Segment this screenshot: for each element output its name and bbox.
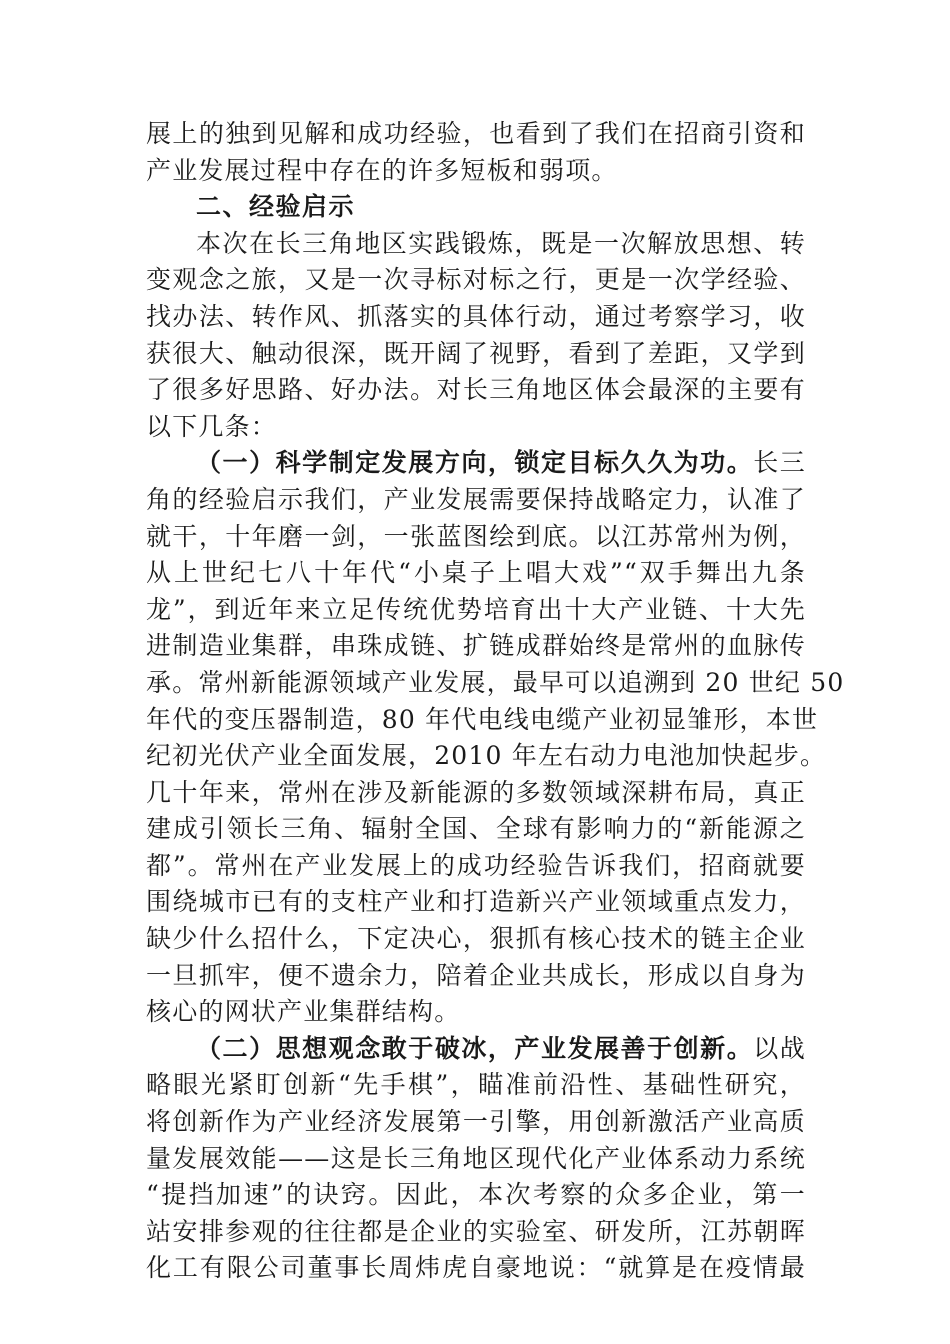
summary-line-3: 找办法、转作风、抓落实的具体行动，通过考察学习，收 — [146, 301, 806, 331]
summary-line-2: 变观念之旅，又是一次寻标对标之行，更是一次学经验、 — [146, 265, 806, 295]
point-one-line-12: 都”。常州在产业发展上的成功经验告诉我们，招商就要 — [146, 850, 806, 880]
section-heading: 二、经验启示 — [196, 192, 356, 222]
point-one-title: （一）科学制定发展方向，锁定目标久久为功。 — [196, 448, 754, 478]
intro-tail-line-2: 产业发展过程中存在的许多短板和弱项。 — [146, 155, 618, 185]
point-one-line-16: 核心的网状产业集群结构。 — [146, 997, 461, 1027]
point-one-line-1 — [146, 445, 806, 482]
summary-line-6: 以下几条： — [146, 411, 278, 441]
point-two-line-5: “提挡加速”的诀窍。因此，本次考察的众多企业，第一 — [146, 1180, 806, 1210]
point-two-line-4: 量发展效能——这是长三角地区现代化产业体系动力系统 — [146, 1143, 806, 1173]
point-one-line-6: 进制造业集群，串珠成链、扩链成群始终是常州的血脉传 — [146, 631, 806, 661]
point-two-line-3: 将创新作为产业经济发展第一引擎，用创新激活产业高质 — [146, 1107, 806, 1137]
point-one-line-14: 缺少什么招什么，下定决心，狠抓有核心技术的链主企业 — [146, 924, 806, 954]
point-one-line-5: 龙”，到近年来立足传统优势培育出十大产业链、十大先 — [146, 594, 806, 624]
point-one-line-4: 从上世纪七八十年代“小桌子上唱大戏”“双手舞出九条 — [146, 558, 806, 588]
summary-line-4: 获很大、触动很深，既开阔了视野，看到了差距，又学到 — [146, 338, 806, 368]
point-one-line-2: 角的经验启示我们，产业发展需要保持战略定力，认准了 — [146, 484, 806, 514]
point-two-line-2: 略眼光紧盯创新“先手棋”，瞄准前沿性、基础性研究， — [146, 1070, 806, 1100]
point-one-line-3: 就干，十年磨一剑，一张蓝图绘到底。以江苏常州为例， — [146, 521, 806, 551]
point-one-line-9: 纪初光伏产业全面发展，2010 年左右动力电池加快起步。 — [146, 741, 827, 771]
point-one-line-8: 年代的变压器制造，80 年代电线电缆产业初显雏形，本世 — [146, 704, 819, 734]
point-one-line-11: 建成引领长三角、辐射全国、全球有影响力的“新能源之 — [146, 814, 806, 844]
document-body — [146, 116, 845, 1287]
point-two-line-7: 化工有限公司董事长周炜虎自豪地说：“就算是在疫情最 — [146, 1253, 806, 1283]
point-one-line-10: 几十年来，常州在涉及新能源的多数领域深耕布局，真正 — [146, 777, 806, 807]
summary-line-1: 本次在长三角地区实践锻炼，既是一次解放思想、转 — [196, 228, 806, 258]
point-one-line-13: 围绕城市已有的支柱产业和打造新兴产业领域重点发力， — [146, 887, 806, 917]
point-one-line-1-rest: 长三 — [753, 448, 807, 478]
point-two-title: （二）思想观念敢于破冰，产业发展善于创新。 — [196, 1033, 754, 1063]
point-one-line-15: 一旦抓牢，便不遗余力，陪着企业共成长，形成以自身为 — [146, 960, 806, 990]
point-two-line-6: 站安排参观的往往都是企业的实验室、研发所，江苏朝晖 — [146, 1216, 806, 1246]
point-two-line-1-rest: 以战 — [753, 1033, 807, 1063]
intro-tail-line-1: 展上的独到见解和成功经验，也看到了我们在招商引资和 — [146, 119, 806, 148]
point-two-line-1 — [146, 1031, 806, 1068]
point-one-line-7: 承。常州新能源领域产业发展，最早可以追溯到 20 世纪 50 — [146, 667, 845, 697]
summary-line-5: 了很多好思路、好办法。对长三角地区体会最深的主要有 — [146, 375, 806, 405]
